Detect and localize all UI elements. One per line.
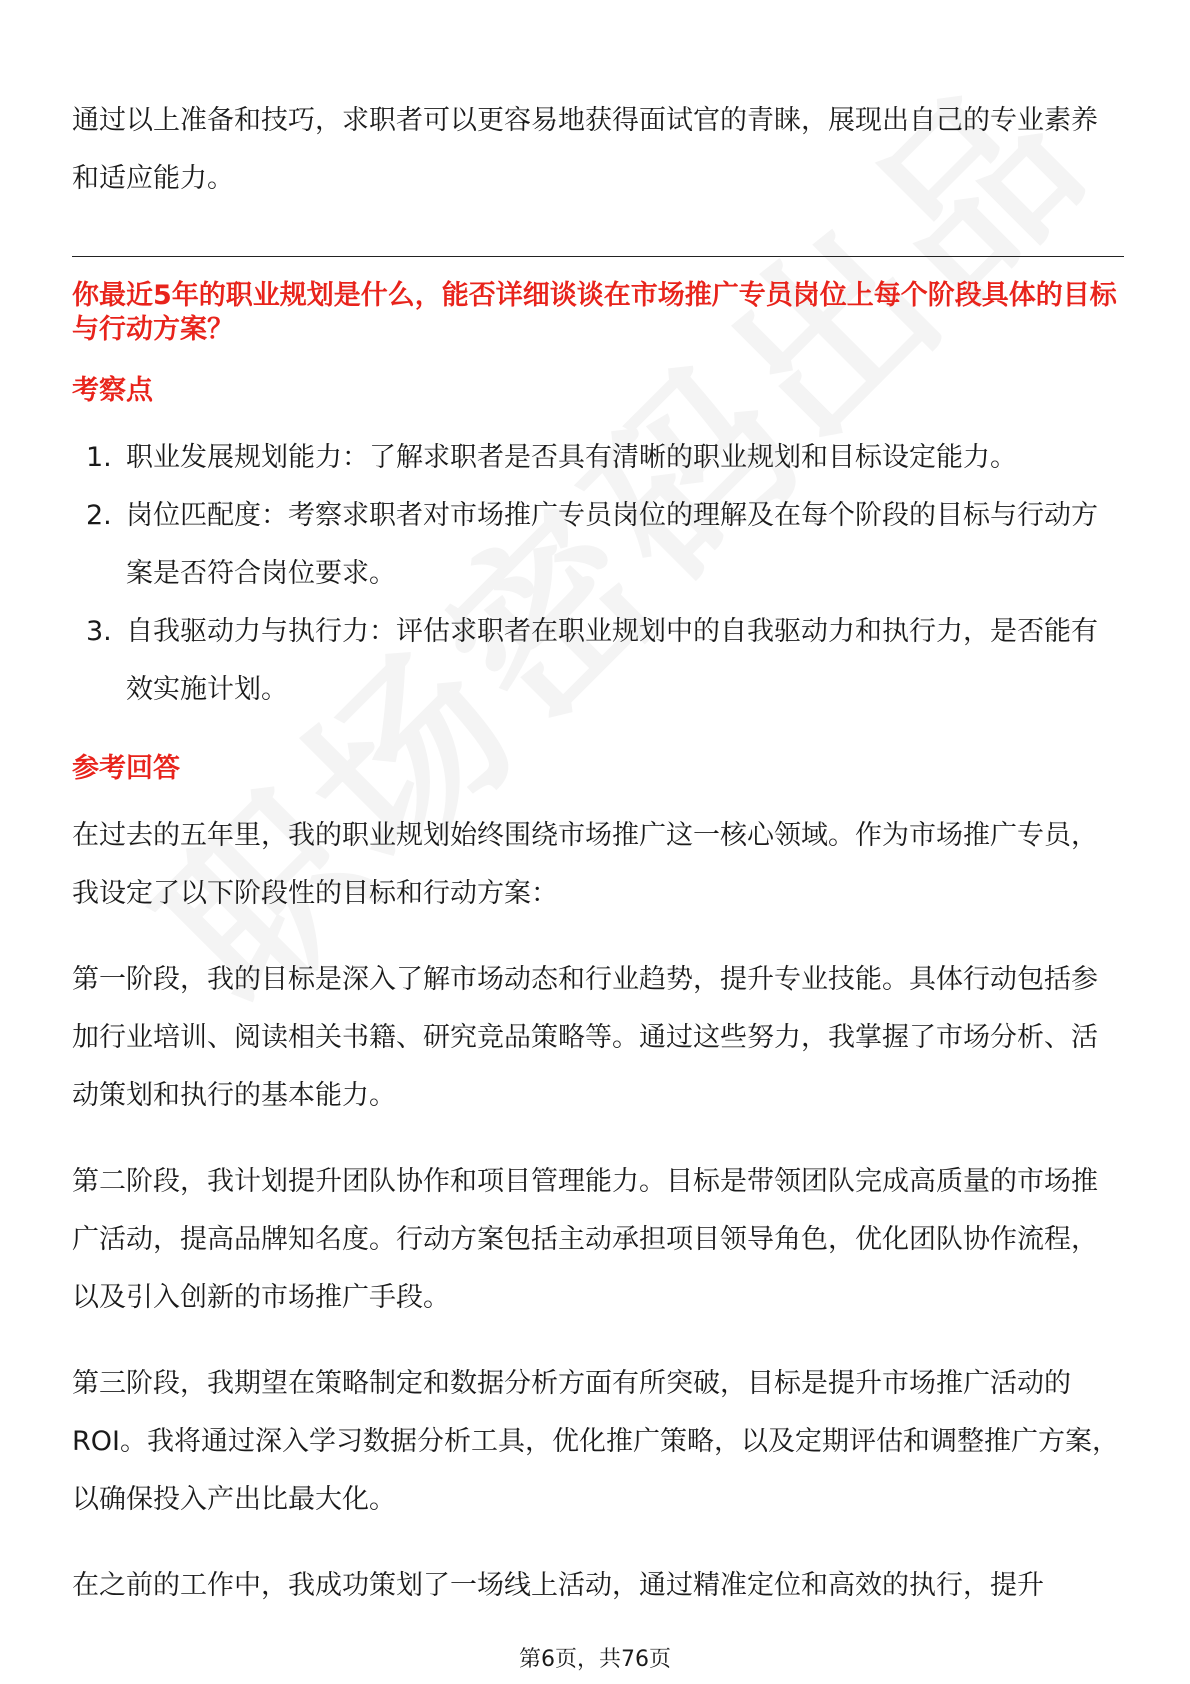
list-item bbox=[72, 429, 1124, 487]
answer-paragraph: 第二阶段，我计划提升团队协作和项目管理能力。目标是带领团队完成高质量的市场推广活动，提高品牌知名度。行动方案包括主动承担项目领导角色，优化团队协作流程，以及引入创新的市场推广手段。 bbox=[72, 1166, 1098, 1313]
list-number: 3. bbox=[86, 616, 112, 647]
list-number: 1. bbox=[86, 442, 112, 473]
list-text: 职业发展规划能力：了解求职者是否具有清晰的职业规划和目标设定能力。 bbox=[126, 442, 1017, 473]
page-footer: 第6页，共76页 bbox=[519, 1647, 671, 1672]
list-number: 2. bbox=[86, 500, 112, 531]
intro-paragraph: 通过以上准备和技巧，求职者可以更容易地获得面试官的青睐，展现出自己的专业素养和适应能力。 bbox=[72, 105, 1098, 194]
points-list bbox=[72, 429, 1124, 719]
answer-heading: 参考回答 bbox=[72, 753, 180, 784]
document-content bbox=[72, 92, 1124, 1615]
question-heading: 你最近5年的职业规划是什么，能否详细谈谈在市场推广专员岗位上每个阶段具体的目标与行动方案？ bbox=[72, 280, 1117, 345]
answer-paragraph: 在之前的工作中，我成功策划了一场线上活动，通过精准定位和高效的执行，提升 bbox=[72, 1570, 1044, 1601]
section-divider bbox=[72, 256, 1124, 257]
list-item bbox=[72, 603, 1124, 719]
list-text: 岗位匹配度：考察求职者对市场推广专员岗位的理解及在每个阶段的目标与行动方案是否符合岗位要求。 bbox=[126, 500, 1098, 589]
answer-paragraph: 第三阶段，我期望在策略制定和数据分析方面有所突破，目标是提升市场推广活动的ROI。我将通过深入学习数据分析工具，优化推广策略，以及定期评估和调整推广方案，以确保投入产出比最大化。 bbox=[72, 1368, 1119, 1515]
points-heading: 考察点 bbox=[72, 375, 153, 406]
answer-paragraph: 在过去的五年里，我的职业规划始终围绕市场推广这一核心领域。作为市场推广专员，我设定了以下阶段性的目标和行动方案： bbox=[72, 820, 1098, 909]
list-text: 自我驱动力与执行力：评估求职者在职业规划中的自我驱动力和执行力，是否能有效实施计划。 bbox=[126, 616, 1098, 705]
list-item bbox=[72, 487, 1124, 603]
answer-paragraph: 第一阶段，我的目标是深入了解市场动态和行业趋势，提升专业技能。具体行动包括参加行业培训、阅读相关书籍、研究竞品策略等。通过这些努力，我掌握了市场分析、活动策划和执行的基本能力。 bbox=[72, 964, 1098, 1111]
